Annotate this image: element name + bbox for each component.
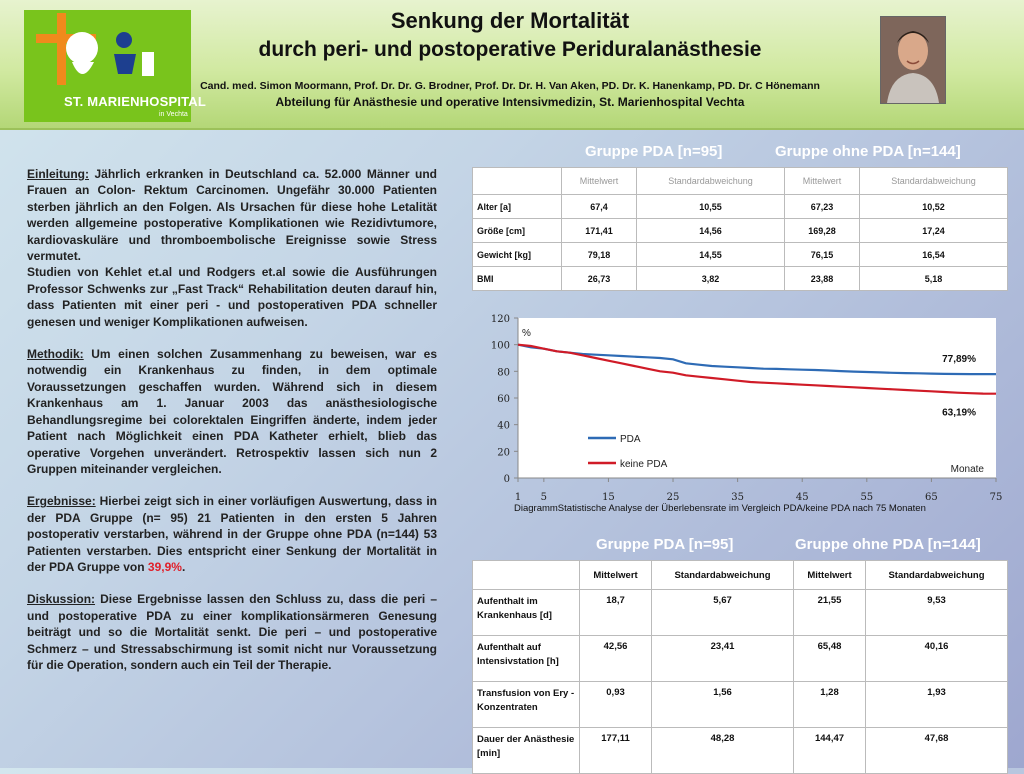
body-text-column bbox=[27, 166, 437, 673]
table-cell: 42,56 bbox=[580, 636, 652, 682]
y-tick-label: 20 bbox=[497, 447, 510, 459]
table-cell: 76,15 bbox=[784, 243, 859, 267]
table-row bbox=[473, 267, 1008, 291]
x-tick-label: 15 bbox=[602, 492, 615, 503]
table-header-cell: Standardabweichung bbox=[637, 168, 785, 195]
table-cell: 5,67 bbox=[652, 590, 794, 636]
table-cell: 79,18 bbox=[562, 243, 637, 267]
row-label: Größe [cm] bbox=[473, 219, 562, 243]
table-cell: 67,23 bbox=[784, 195, 859, 219]
annotation-no-pda-final: 63,19% bbox=[942, 407, 976, 419]
row-label: Gewicht [kg] bbox=[473, 243, 562, 267]
legend-label: PDA bbox=[620, 434, 641, 445]
table-cell: 1,28 bbox=[793, 682, 865, 728]
outcomes-table bbox=[472, 560, 1008, 774]
x-tick-label: 25 bbox=[666, 492, 680, 503]
x-tick-label: 75 bbox=[989, 492, 1003, 503]
table-cell: 48,28 bbox=[652, 728, 794, 774]
table-header-cell bbox=[473, 168, 562, 195]
row-label: Transfusion von Ery - Konzentraten bbox=[473, 682, 580, 728]
poster-title-line2: durch peri- und postoperative Periduralanästhesie bbox=[258, 38, 762, 61]
y-tick-label: 120 bbox=[490, 314, 510, 325]
method-text: Um einen solchen Zusammenhang zu beweisen, war es notwendig ein Krankenhaus zu finden, in dem optimale Voraussetzungen geschaffen wurden. Während sich in diesem Krankenhaus am 1. Januar 2003 das anästhesiologische Behandlungsregime bei colorektalen Eingriffen änderte, indem jeder Patient nach Möglichkeit einen PDA Katheter erhielt, blieb das operative Vorgehen unverändert. Retrospektiv lassen sich nun 2 Gruppen miteinander vergleichen. bbox=[27, 347, 437, 476]
table-cell: 18,7 bbox=[580, 590, 652, 636]
demographics-table bbox=[472, 167, 1008, 291]
survival-chart bbox=[476, 308, 1006, 518]
table-row bbox=[473, 728, 1008, 774]
author-photo bbox=[880, 16, 946, 104]
table-cell: 5,18 bbox=[860, 267, 1008, 291]
table-header-cell: Standardabweichung bbox=[652, 561, 794, 590]
table-header-cell: Mittelwert bbox=[562, 168, 637, 195]
results-paragraph bbox=[27, 493, 437, 575]
table-header-cell: Standardabweichung bbox=[860, 168, 1008, 195]
logo-subtitle: in Vechta bbox=[159, 111, 188, 118]
chart-caption: DiagrammStatistische Analyse der Überlebensrate im Vergleich PDA/keine PDA nach 75 Monaten bbox=[514, 503, 926, 514]
table-cell: 23,88 bbox=[784, 267, 859, 291]
table-cell: 16,54 bbox=[860, 243, 1008, 267]
discussion-text: Diese Ergebnisse lassen den Schluss zu, dass die peri – und postoperative PDA zu einer komplikationsärmeren Genesung beiträgt und so die Mortalität senkt. Die peri – und postoperative Schmerz – und Stressabschirmung ist somit nicht nur Voraussetzung für die Operation, sondern auch ein Teil der Therapie. bbox=[27, 592, 437, 672]
table-row bbox=[473, 195, 1008, 219]
row-label: BMI bbox=[473, 267, 562, 291]
table-row bbox=[473, 243, 1008, 267]
y-tick-label: 40 bbox=[497, 420, 510, 432]
author-list: Cand. med. Simon Moormann, Prof. Dr. Dr. G. Brodner, Prof. Dr. Dr. H. Van Aken, PD. Dr. K. Hanenkamp, PD. Dr. C Hönemann bbox=[200, 80, 820, 92]
poster-title-line1: Senkung der Mortalität bbox=[390, 8, 630, 33]
table-cell: 171,41 bbox=[562, 219, 637, 243]
row-label: Alter [a] bbox=[473, 195, 562, 219]
table-header-cell: Mittelwert bbox=[580, 561, 652, 590]
group-no-pda-label-top: Gruppe ohne PDA [n=144] bbox=[775, 143, 961, 160]
table-cell: 9,53 bbox=[866, 590, 1008, 636]
x-tick-label: 45 bbox=[795, 492, 809, 503]
table-header-row bbox=[473, 561, 1008, 590]
method-paragraph bbox=[27, 346, 437, 477]
group-pda-label-bottom: Gruppe PDA [n=95] bbox=[596, 536, 734, 553]
table-cell: 144,47 bbox=[793, 728, 865, 774]
table-header-row bbox=[473, 168, 1008, 195]
table-row bbox=[473, 636, 1008, 682]
annotation-pda-final: 77,89% bbox=[942, 354, 976, 366]
table-cell: 65,48 bbox=[793, 636, 865, 682]
table-cell: 169,28 bbox=[784, 219, 859, 243]
table-cell: 3,82 bbox=[637, 267, 785, 291]
table-cell: 0,93 bbox=[580, 682, 652, 728]
table-cell: 14,55 bbox=[637, 243, 785, 267]
table-cell: 40,16 bbox=[866, 636, 1008, 682]
table-row bbox=[473, 219, 1008, 243]
table-cell: 10,52 bbox=[860, 195, 1008, 219]
x-axis-label: Monate bbox=[950, 464, 984, 475]
row-label: Dauer der Anästhesie [min] bbox=[473, 728, 580, 774]
x-tick-label: 35 bbox=[731, 492, 744, 503]
table-row bbox=[473, 682, 1008, 728]
table-header-cell: Mittelwert bbox=[784, 168, 859, 195]
discussion-heading: Diskussion: bbox=[27, 592, 96, 607]
legend-label: keine PDA bbox=[620, 459, 668, 470]
x-tick-label: 1 bbox=[514, 492, 522, 503]
results-end: . bbox=[181, 559, 186, 574]
intro-heading: Einleitung: bbox=[27, 167, 89, 181]
y-tick-label: 0 bbox=[503, 474, 510, 485]
y-tick-label: 80 bbox=[497, 367, 510, 379]
table-cell: 177,11 bbox=[580, 728, 652, 774]
results-heading: Ergebnisse: bbox=[27, 494, 96, 509]
department-line: Abteilung für Anästhesie und operative Intensivmedizin, St. Marienhospital Vechta bbox=[275, 95, 745, 109]
results-text: Hierbei zeigt sich in einer vorläufigen Auswertung, dass in der PDA Gruppe (n= 95) 21 Patienten in den ersten 5 Jahren postoperativ verstarben, während in der Gruppe ohne PDA (n=144) 53 Patienten verstarben. Dies entspricht einer Senkung der Mortalität in der PDA Gruppe von bbox=[27, 494, 437, 574]
logo-wordmark: ST. MARIENHOSPITAL bbox=[64, 94, 207, 109]
y-tick-label: 100 bbox=[490, 340, 510, 352]
table-cell: 1,93 bbox=[866, 682, 1008, 728]
x-tick-label: 65 bbox=[925, 492, 938, 503]
hospital-logo bbox=[24, 10, 207, 122]
table-header-cell: Mittelwert bbox=[793, 561, 865, 590]
table-cell: 26,73 bbox=[562, 267, 637, 291]
mortality-reduction-value: 39,9% bbox=[147, 559, 182, 574]
table-header-cell bbox=[473, 561, 580, 590]
method-heading: Methodik: bbox=[27, 347, 84, 362]
table-cell: 47,68 bbox=[866, 728, 1008, 774]
table-cell: 14,56 bbox=[637, 219, 785, 243]
row-label: Aufenthalt im Krankenhaus [d] bbox=[473, 590, 580, 636]
table-row bbox=[473, 590, 1008, 636]
x-tick-label: 55 bbox=[860, 492, 874, 503]
y-axis-unit: % bbox=[522, 328, 531, 339]
row-label: Aufenthalt auf Intensivstation [h] bbox=[473, 636, 580, 682]
table-cell: 67,4 bbox=[562, 195, 637, 219]
poster-header bbox=[0, 0, 1024, 130]
discussion-paragraph bbox=[27, 591, 437, 673]
group-pda-label-top: Gruppe PDA [n=95] bbox=[585, 143, 723, 160]
table-cell: 10,55 bbox=[637, 195, 785, 219]
x-tick-label: 5 bbox=[540, 492, 548, 503]
plot-area bbox=[518, 318, 996, 478]
intro-text: Jährlich erkranken in Deutschland ca. 52.000 Männer und Frauen an Colon- Rektum Carcinomen. Ungefähr 30.000 Patienten sterben jährlich an den Folgen. Als Ursachen für diese hohe Letalität werden allgemeine postoperative Komplikationen wie Rezidivtumore, kardiovaskuläre und thromboembolische Ereignisse sowie Stress vermutet. bbox=[27, 167, 437, 264]
intro-paragraph bbox=[27, 166, 437, 264]
table-header-cell: Standardabweichung bbox=[866, 561, 1008, 590]
table-cell: 23,41 bbox=[652, 636, 794, 682]
y-tick-label: 60 bbox=[497, 394, 510, 405]
table-cell: 21,55 bbox=[793, 590, 865, 636]
table-cell: 1,56 bbox=[652, 682, 794, 728]
intro-paragraph-2: Studien von Kehlet et.al und Rodgers et.al sowie die Ausführungen Professor Schwenks zur „Fast Track“ Rehabilitation deuten darauf hin, dass Patienten mit einer peri - und postoperativen PDA schneller genesen und weniger Komplikationen aufweisen. bbox=[27, 265, 437, 329]
table-cell: 17,24 bbox=[860, 219, 1008, 243]
group-no-pda-label-bottom: Gruppe ohne PDA [n=144] bbox=[795, 536, 981, 553]
